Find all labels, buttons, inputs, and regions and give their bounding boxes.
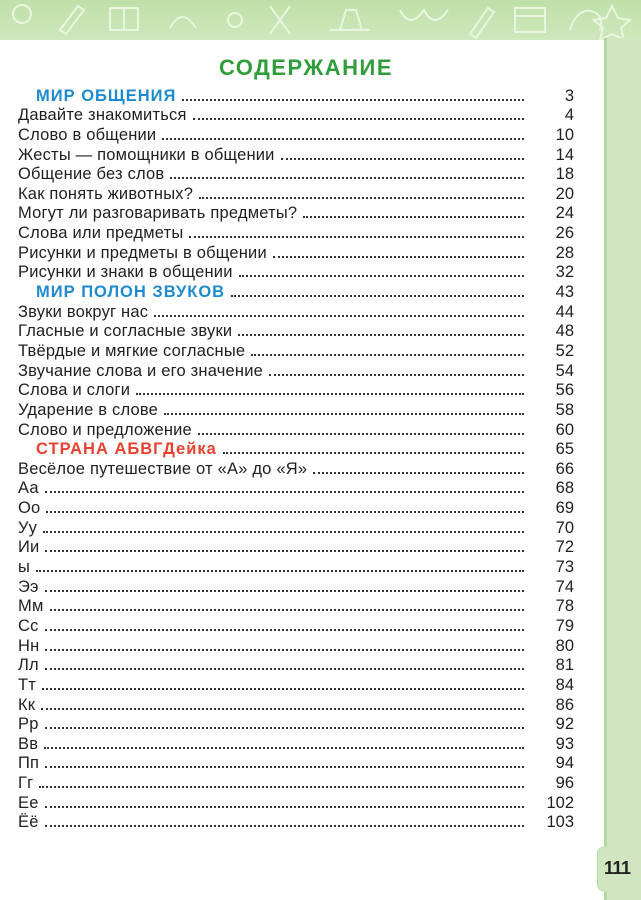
toc-entry-label: Тт <box>18 675 37 694</box>
dot-leader <box>154 315 524 317</box>
toc-entry <box>18 125 574 145</box>
dot-leader <box>39 786 524 788</box>
decorative-header-band <box>0 0 641 40</box>
toc-entry-page-number: 18 <box>555 165 574 184</box>
toc-entry-label: Аа <box>18 479 39 498</box>
toc-entry-page-number: 93 <box>555 734 574 753</box>
toc-entry-label: МИР ПОЛОН ЗВУКОВ <box>36 283 226 302</box>
toc-entry <box>18 793 574 813</box>
toc-entry <box>18 498 574 518</box>
dot-leader <box>303 216 524 218</box>
table-of-contents <box>18 50 574 832</box>
dot-leader <box>182 99 524 101</box>
toc-entry <box>18 597 574 617</box>
toc-entry-page-number: 79 <box>555 616 574 635</box>
toc-entry-page-number: 20 <box>555 184 574 203</box>
toc-entry <box>18 400 574 420</box>
toc-section-heading <box>18 440 574 460</box>
toc-entry-page-number: 54 <box>555 361 574 380</box>
dot-leader <box>36 570 524 572</box>
right-margin-strip <box>604 38 641 900</box>
toc-entry-page-number: 24 <box>555 204 574 223</box>
toc-entry-label: Звуки вокруг нас <box>18 302 149 321</box>
toc-list <box>18 86 574 832</box>
toc-entry <box>18 675 574 695</box>
toc-entry-page-number: 74 <box>555 577 574 596</box>
toc-entry-page-number: 56 <box>555 381 574 400</box>
toc-entry <box>18 263 574 283</box>
toc-entry-page-number: 4 <box>564 106 574 125</box>
toc-entry <box>18 204 574 224</box>
toc-entry <box>18 341 574 361</box>
toc-entry-page-number: 14 <box>555 145 574 164</box>
toc-entry-label: Ээ <box>18 577 39 596</box>
dot-leader <box>198 433 524 435</box>
toc-entry <box>18 773 574 793</box>
toc-entry <box>18 106 574 126</box>
toc-entry-label: Рисунки и знаки в общении <box>18 263 233 282</box>
toc-entry-label: Сс <box>18 616 39 635</box>
dot-leader <box>223 452 524 454</box>
toc-entry-page-number: 48 <box>555 322 574 341</box>
toc-entry-page-number: 10 <box>555 125 574 144</box>
toc-entry <box>18 184 574 204</box>
dot-leader <box>45 727 524 729</box>
toc-entry-label: Уу <box>18 518 38 537</box>
toc-entry-label: Пп <box>18 754 40 773</box>
toc-entry <box>18 557 574 577</box>
toc-entry-page-number: 103 <box>546 813 574 832</box>
toc-entry-label: Слова или предметы <box>18 224 184 243</box>
toc-entry-label: Гг <box>18 774 34 793</box>
dot-leader <box>136 393 524 395</box>
school-doodles-icon <box>0 0 641 40</box>
toc-entry-page-number: 68 <box>555 479 574 498</box>
dot-leader <box>45 590 524 592</box>
dot-leader <box>41 708 524 710</box>
toc-entry <box>18 538 574 558</box>
dot-leader <box>162 138 524 140</box>
toc-entry <box>18 243 574 263</box>
dot-leader <box>281 158 524 160</box>
dot-leader <box>251 354 524 356</box>
toc-entry-label: Оо <box>18 499 41 518</box>
toc-entry-page-number: 86 <box>555 695 574 714</box>
dot-leader <box>193 118 524 120</box>
toc-entry-page-number: 70 <box>555 518 574 537</box>
toc-entry <box>18 715 574 735</box>
toc-entry <box>18 223 574 243</box>
toc-entry-page-number: 81 <box>555 656 574 675</box>
toc-entry <box>18 381 574 401</box>
dot-leader <box>313 472 524 474</box>
toc-entry-page-number: 73 <box>555 558 574 577</box>
dot-leader <box>45 825 524 827</box>
dot-leader <box>42 688 524 690</box>
dot-leader <box>189 236 524 238</box>
toc-entry <box>18 459 574 479</box>
toc-entry <box>18 734 574 754</box>
dot-leader <box>45 491 524 493</box>
toc-entry-label: Ёё <box>18 813 39 832</box>
toc-entry <box>18 165 574 185</box>
dot-leader <box>164 413 524 415</box>
toc-entry-page-number: 66 <box>555 459 574 478</box>
toc-section-heading <box>18 282 574 302</box>
toc-entry-label: Ее <box>18 793 39 812</box>
toc-entry-label: Ударение в слове <box>18 400 158 419</box>
toc-entry-label: ы <box>18 558 31 577</box>
toc-entry-label: Твёрдые и мягкие согласные <box>18 341 246 360</box>
dot-leader <box>45 649 524 651</box>
toc-entry-label: Рисунки и предметы в общении <box>18 243 267 262</box>
toc-entry-label: Мм <box>18 597 44 616</box>
dot-leader <box>273 256 524 258</box>
toc-entry-page-number: 92 <box>555 715 574 734</box>
toc-entry-page-number: 3 <box>564 86 574 105</box>
toc-entry <box>18 518 574 538</box>
dot-leader <box>44 747 524 749</box>
dot-leader <box>46 511 524 513</box>
dot-leader <box>231 295 524 297</box>
toc-entry <box>18 636 574 656</box>
toc-entry-label: Звучание слова и его значение <box>18 361 264 380</box>
toc-entry-label: Ии <box>18 538 40 557</box>
toc-entry <box>18 813 574 833</box>
dot-leader <box>50 609 525 611</box>
toc-entry-page-number: 44 <box>555 302 574 321</box>
toc-entry <box>18 479 574 499</box>
dot-leader <box>45 629 524 631</box>
toc-entry-page-number: 80 <box>555 636 574 655</box>
toc-entry-page-number: 52 <box>555 341 574 360</box>
dot-leader <box>239 275 524 277</box>
toc-entry-page-number: 58 <box>555 400 574 419</box>
toc-entry-page-number: 94 <box>555 754 574 773</box>
dot-leader <box>238 334 524 336</box>
toc-entry-label: Гласные и согласные звуки <box>18 322 233 341</box>
toc-entry-page-number: 102 <box>546 793 574 812</box>
toc-entry-page-number: 96 <box>555 774 574 793</box>
toc-entry-label: Лл <box>18 656 39 675</box>
toc-entry-label: Кк <box>18 695 36 714</box>
toc-entry-page-number: 26 <box>555 224 574 243</box>
toc-entry <box>18 302 574 322</box>
toc-entry-label: Могут ли разговаривать предметы? <box>18 204 298 223</box>
toc-entry-label: СТРАНА АБВГДейка <box>36 440 217 459</box>
toc-entry-label: Давайте знакомиться <box>18 106 187 125</box>
dot-leader <box>199 197 524 199</box>
toc-entry <box>18 695 574 715</box>
toc-entry-label: Слово и предложение <box>18 420 192 439</box>
toc-entry-label: Как понять животных? <box>18 184 194 203</box>
toc-entry-label: Весёлое путешествие от «А» до «Я» <box>18 459 308 478</box>
page-title: СОДЕРЖАНИЕ <box>218 55 394 80</box>
dot-leader <box>45 766 524 768</box>
toc-entry <box>18 656 574 676</box>
toc-entry-label: МИР ОБЩЕНИЯ <box>36 86 177 105</box>
dot-leader <box>170 177 524 179</box>
toc-entry-label: Слова и слоги <box>18 381 131 400</box>
dot-leader <box>45 668 524 670</box>
toc-entry <box>18 145 574 165</box>
dot-leader <box>45 550 524 552</box>
toc-entry <box>18 322 574 342</box>
toc-entry-page-number: 72 <box>555 538 574 557</box>
toc-entry <box>18 361 574 381</box>
toc-entry-label: Общение без слов <box>18 165 165 184</box>
toc-entry-page-number: 69 <box>555 499 574 518</box>
page-number: 111 <box>604 858 631 878</box>
toc-entry-label: Вв <box>18 734 39 753</box>
toc-entry <box>18 616 574 636</box>
toc-entry-page-number: 84 <box>555 675 574 694</box>
toc-entry-page-number: 28 <box>555 243 574 262</box>
toc-entry <box>18 420 574 440</box>
toc-entry <box>18 754 574 774</box>
toc-entry-label: Слово в общении <box>18 125 157 144</box>
dot-leader <box>45 806 524 808</box>
toc-section-heading <box>18 86 574 106</box>
toc-entry-label: Жесты — помощники в общении <box>18 145 275 164</box>
toc-entry-page-number: 60 <box>555 420 574 439</box>
toc-entry-page-number: 32 <box>555 263 574 282</box>
toc-entry-page-number: 65 <box>555 440 574 459</box>
toc-entry <box>18 577 574 597</box>
dot-leader <box>269 374 524 376</box>
toc-entry-label: Нн <box>18 636 40 655</box>
toc-entry-page-number: 78 <box>555 597 574 616</box>
toc-entry-label: Рр <box>18 715 39 734</box>
toc-entry-page-number: 43 <box>555 283 574 302</box>
dot-leader <box>43 531 524 533</box>
